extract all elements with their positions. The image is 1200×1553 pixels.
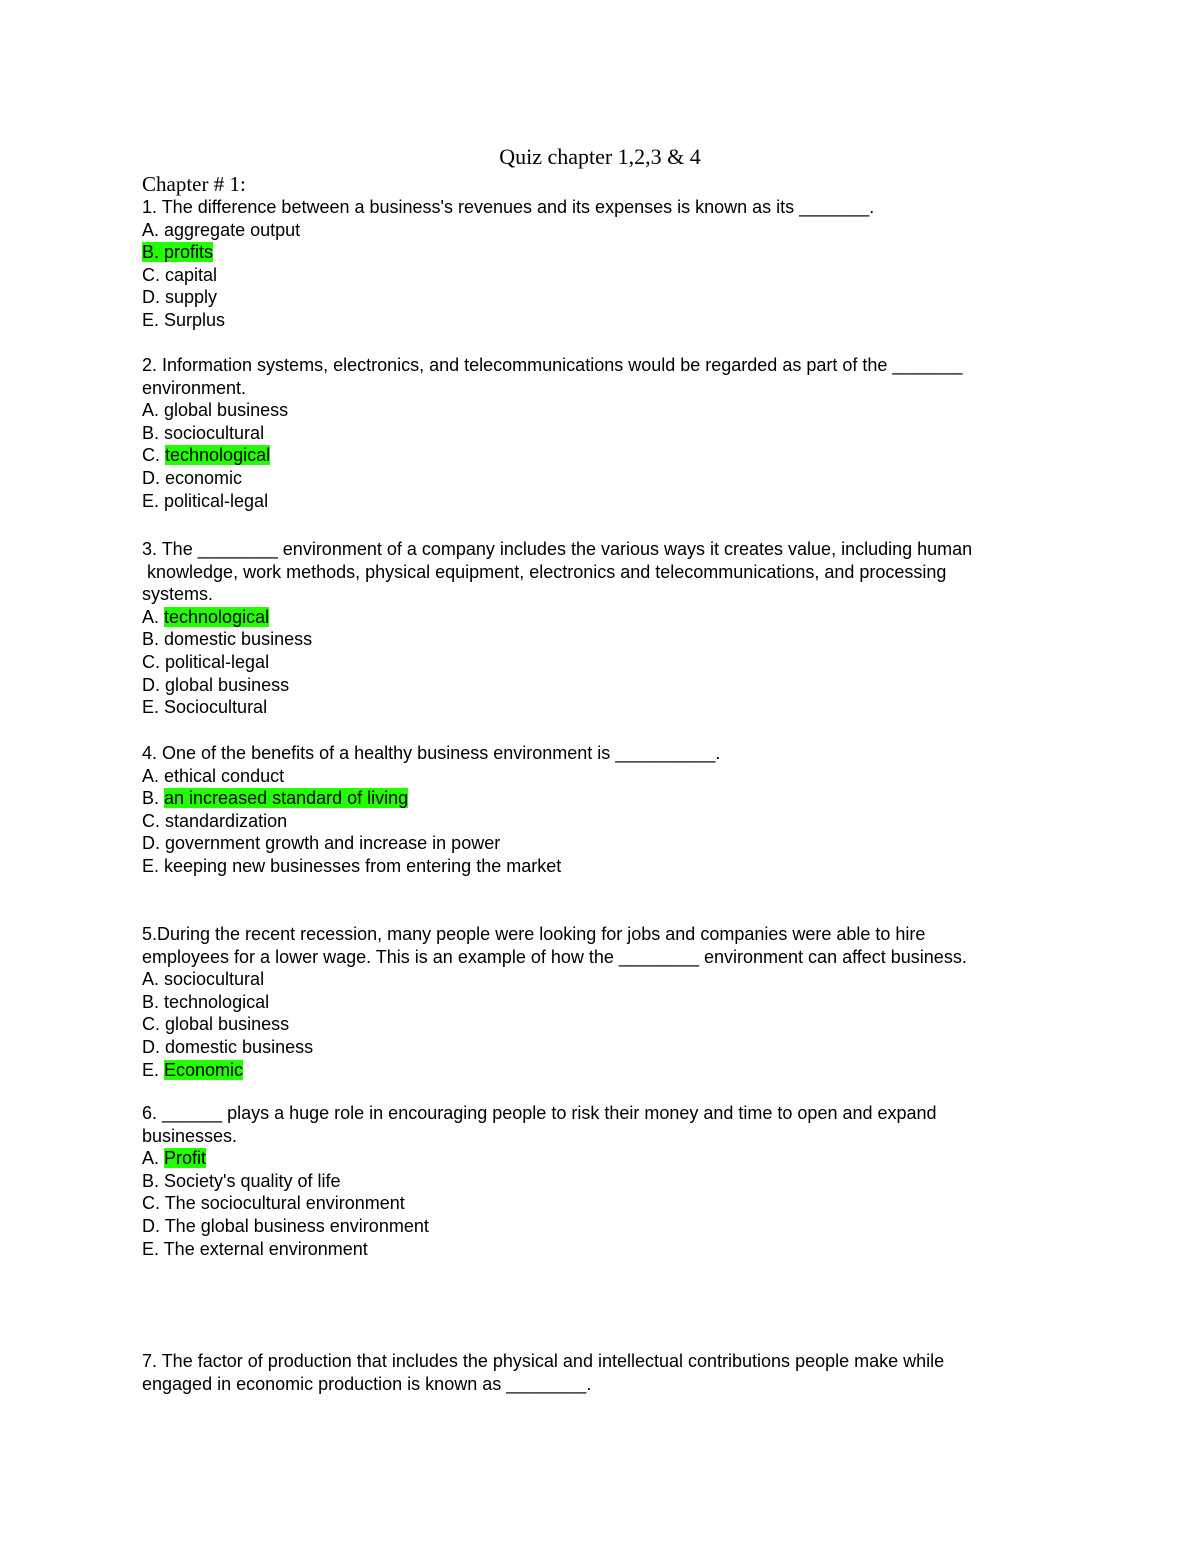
answer-option-d: D. global business (142, 674, 290, 695)
answer-option-e: E. The external environment (142, 1238, 368, 1259)
answer-option-b (142, 241, 1052, 264)
question-text-line: 4. One of the benefits of a healthy business environment is __________. (142, 743, 721, 763)
answer-option-e: E. Surplus (142, 309, 226, 330)
answer-option-b: B. an increased standard of living (142, 788, 409, 809)
answer-option-c: C. global business (142, 1014, 290, 1035)
answer-option-c: C. political-legal (142, 651, 270, 672)
answer-option-e: E. political-legal (142, 490, 269, 511)
answer-option-b: B. Society's quality of life (142, 1170, 341, 1191)
question-text-line: 2. Information systems, electronics, and telecommunications would be regarded as part of the _______ (142, 355, 963, 375)
answer-option-d: D. domestic business (142, 1036, 314, 1057)
question-text-line: knowledge, work methods, physical equipment, electronics and telecommunications, and processing (142, 561, 947, 582)
answer-option-c: C. technological (142, 445, 271, 466)
answer-option-c: C. The sociocultural environment (142, 1193, 405, 1214)
question-6 (142, 1102, 1052, 1260)
answer-option-a: A. Profit (142, 1148, 207, 1169)
chapter-heading: Chapter # 1: (142, 172, 246, 196)
answer-option-a: A. sociocultural (142, 969, 265, 990)
answer-option-d: D. economic (142, 467, 243, 488)
correct-answer-highlight: technological (164, 606, 270, 627)
answer-option-e: E. Economic (142, 1059, 244, 1080)
answer-option-d: D. The global business environment (142, 1215, 429, 1236)
answer-option-d: D. supply (142, 287, 218, 308)
question-text-line: systems. (142, 584, 214, 605)
answer-option-a: A. aggregate output (142, 219, 301, 240)
correct-answer-highlight: an increased standard of living (164, 788, 409, 809)
question-7 (142, 1350, 1052, 1395)
answer-option-c: C. standardization (142, 810, 288, 831)
question-3 (142, 538, 1052, 719)
question-text-line: 5.During the recent recession, many people were looking for jobs and companies were able to hire (142, 924, 926, 944)
question-text-line: environment. (142, 377, 247, 398)
answer-option-a: A. ethical conduct (142, 765, 285, 786)
question-5 (142, 923, 1052, 1081)
answer-option-c: C. capital (142, 264, 218, 285)
correct-answer-highlight: Profit (164, 1148, 207, 1169)
page-title: Quiz chapter 1,2,3 & 4 (499, 144, 701, 169)
question-text-line: 3. The ________ environment of a company includes the various ways it creates value, including human (142, 539, 973, 559)
answer-option-a: A. technological (142, 606, 270, 627)
correct-answer-highlight: Economic (164, 1059, 244, 1080)
answer-option-b: B. technological (142, 991, 270, 1012)
question-text-line: engaged in economic production is known as ________. (142, 1373, 592, 1394)
question-4 (142, 742, 1052, 878)
question-1 (142, 196, 1052, 332)
answer-option-b: B. domestic business (142, 629, 313, 650)
correct-answer-highlight: B. profits (142, 242, 214, 263)
question-2 (142, 354, 1052, 512)
correct-answer-highlight: technological (165, 445, 271, 466)
question-text-line: 7. The factor of production that includes the physical and intellectual contributions people make while (142, 1351, 945, 1371)
question-text-line: 6. ______ plays a huge role in encouraging people to risk their money and time to open and expand (142, 1103, 937, 1123)
answer-option-e: E. keeping new businesses from entering the market (142, 855, 562, 876)
answer-option-b: B. sociocultural (142, 422, 265, 443)
question-text-line: employees for a lower wage. This is an example of how the ________ environment can affect business. (142, 946, 967, 967)
answer-option-e: E. Sociocultural (142, 697, 268, 718)
answer-option-a: A. global business (142, 400, 289, 421)
question-text-line: businesses. (142, 1125, 238, 1146)
answer-option-d: D. government growth and increase in power (142, 833, 501, 854)
question-text-line: 1. The difference between a business's revenues and its expenses is known as its _______. (142, 197, 875, 217)
